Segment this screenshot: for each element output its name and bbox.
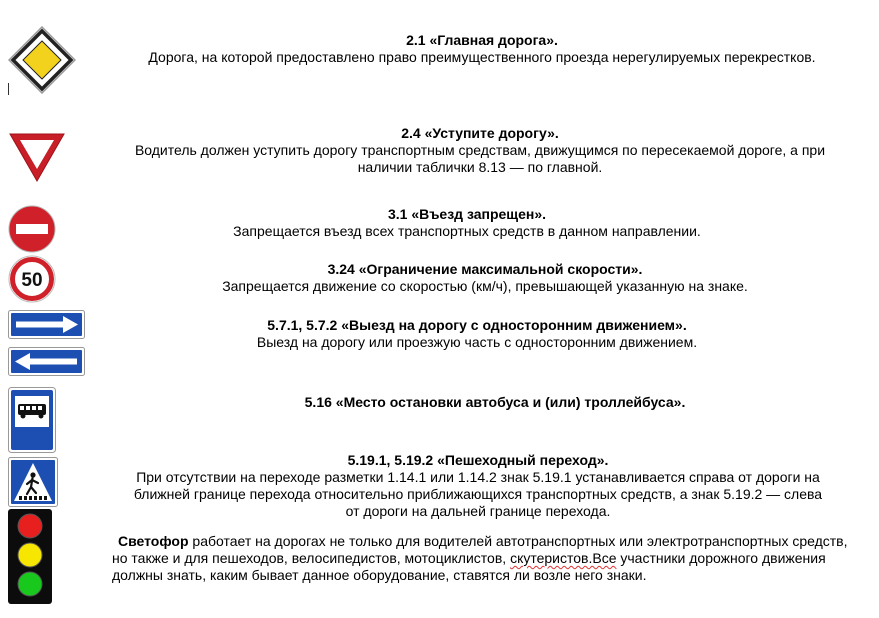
item-crosswalk: [93, 452, 863, 520]
item-no-entry: [82, 206, 852, 240]
item-title: 5.16 «Место остановки автобуса и (или) троллейбуса».: [304, 394, 686, 410]
traffic-light-text-part-2: участники дорожного движения должны знать, каким бывает данное оборудование, ставятся ли возле него знаки.: [112, 550, 826, 583]
traffic-light-text-part-1: работает на дорогах не только для водителей автотранспортных или электротранспортных средств, но также и для пешеходов, велосипедистов, мотоциклистов,: [112, 533, 848, 566]
speed-limit-value: 50: [21, 270, 43, 291]
item-description: Дорога, на которой предоставлено право преимущественного проезда нерегулируемых перекрестков.: [148, 49, 816, 65]
traffic-light-title: Светофор: [118, 533, 189, 549]
text-cursor: [8, 83, 9, 95]
item-description: При отсутствии на переходе разметки 1.14.1 или 1.14.2 знак 5.19.1 устанавливается справа от дороги на ближней границе перехода относительно приближающихся транспортных средств, а знак 5.19.2 — слева от дороги на дальней границе перехода.: [133, 469, 823, 519]
crosswalk-sign: [8, 457, 58, 512]
item-bus-stop: [110, 394, 879, 411]
item-title: 5.7.1, 5.7.2 «Выезд на дорогу с односторонним движением».: [267, 317, 687, 333]
item-description: Запрещается движение со скоростью (км/ч), превышающей указанную на знаке.: [222, 278, 748, 294]
spellcheck-underlined-word: скутеристов.Все: [510, 550, 617, 566]
no-entry-sign: [8, 205, 56, 258]
item-speed-limit: [100, 261, 870, 295]
traffic-light-paragraph: [112, 533, 852, 584]
speed-limit-sign: [8, 255, 56, 308]
main-road-sign: [8, 26, 76, 99]
pedestrian-crossing-sign-icon: [8, 457, 58, 507]
no-entry-sign-icon: [8, 205, 56, 253]
bus-stop-sign-icon: [8, 387, 56, 453]
yield-sign-icon: [8, 131, 66, 183]
main-road-sign-icon: [8, 26, 76, 94]
speed-limit-sign-icon: [8, 255, 56, 303]
one-way-right-sign: [8, 310, 85, 344]
item-description: Запрещается въезд всех транспортных средств в данном направлении.: [233, 223, 701, 239]
bus-stop-sign: [8, 387, 56, 458]
one-way-right-arrow-sign-icon: [8, 310, 85, 339]
item-title: 2.4 «Уступите дорогу».: [401, 125, 559, 141]
traffic-light-icon: [8, 509, 52, 604]
item-description: Выезд на дорогу или проезжую часть с односторонним движением.: [256, 334, 698, 350]
item-main-road: [97, 32, 867, 66]
yield-sign: [8, 131, 66, 188]
item-title: 3.24 «Ограничение максимальной скорости».: [327, 261, 643, 277]
one-way-left-arrow-sign-icon: [8, 347, 85, 376]
item-title: 3.1 «Въезд запрещен».: [387, 206, 547, 222]
traffic-light: [8, 509, 52, 609]
one-way-left-sign: [8, 347, 85, 381]
item-yield: [95, 125, 865, 176]
item-description: Водитель должен уступить дорогу транспортным средствам, движущимся по пересекаемой дороге, а при наличии таблички 8.13 — по главной.: [134, 142, 826, 175]
item-title: 2.1 «Главная дорога».: [406, 32, 558, 48]
item-title: 5.19.1, 5.19.2 «Пешеходный переход».: [347, 452, 609, 468]
item-one-way: [107, 317, 847, 351]
